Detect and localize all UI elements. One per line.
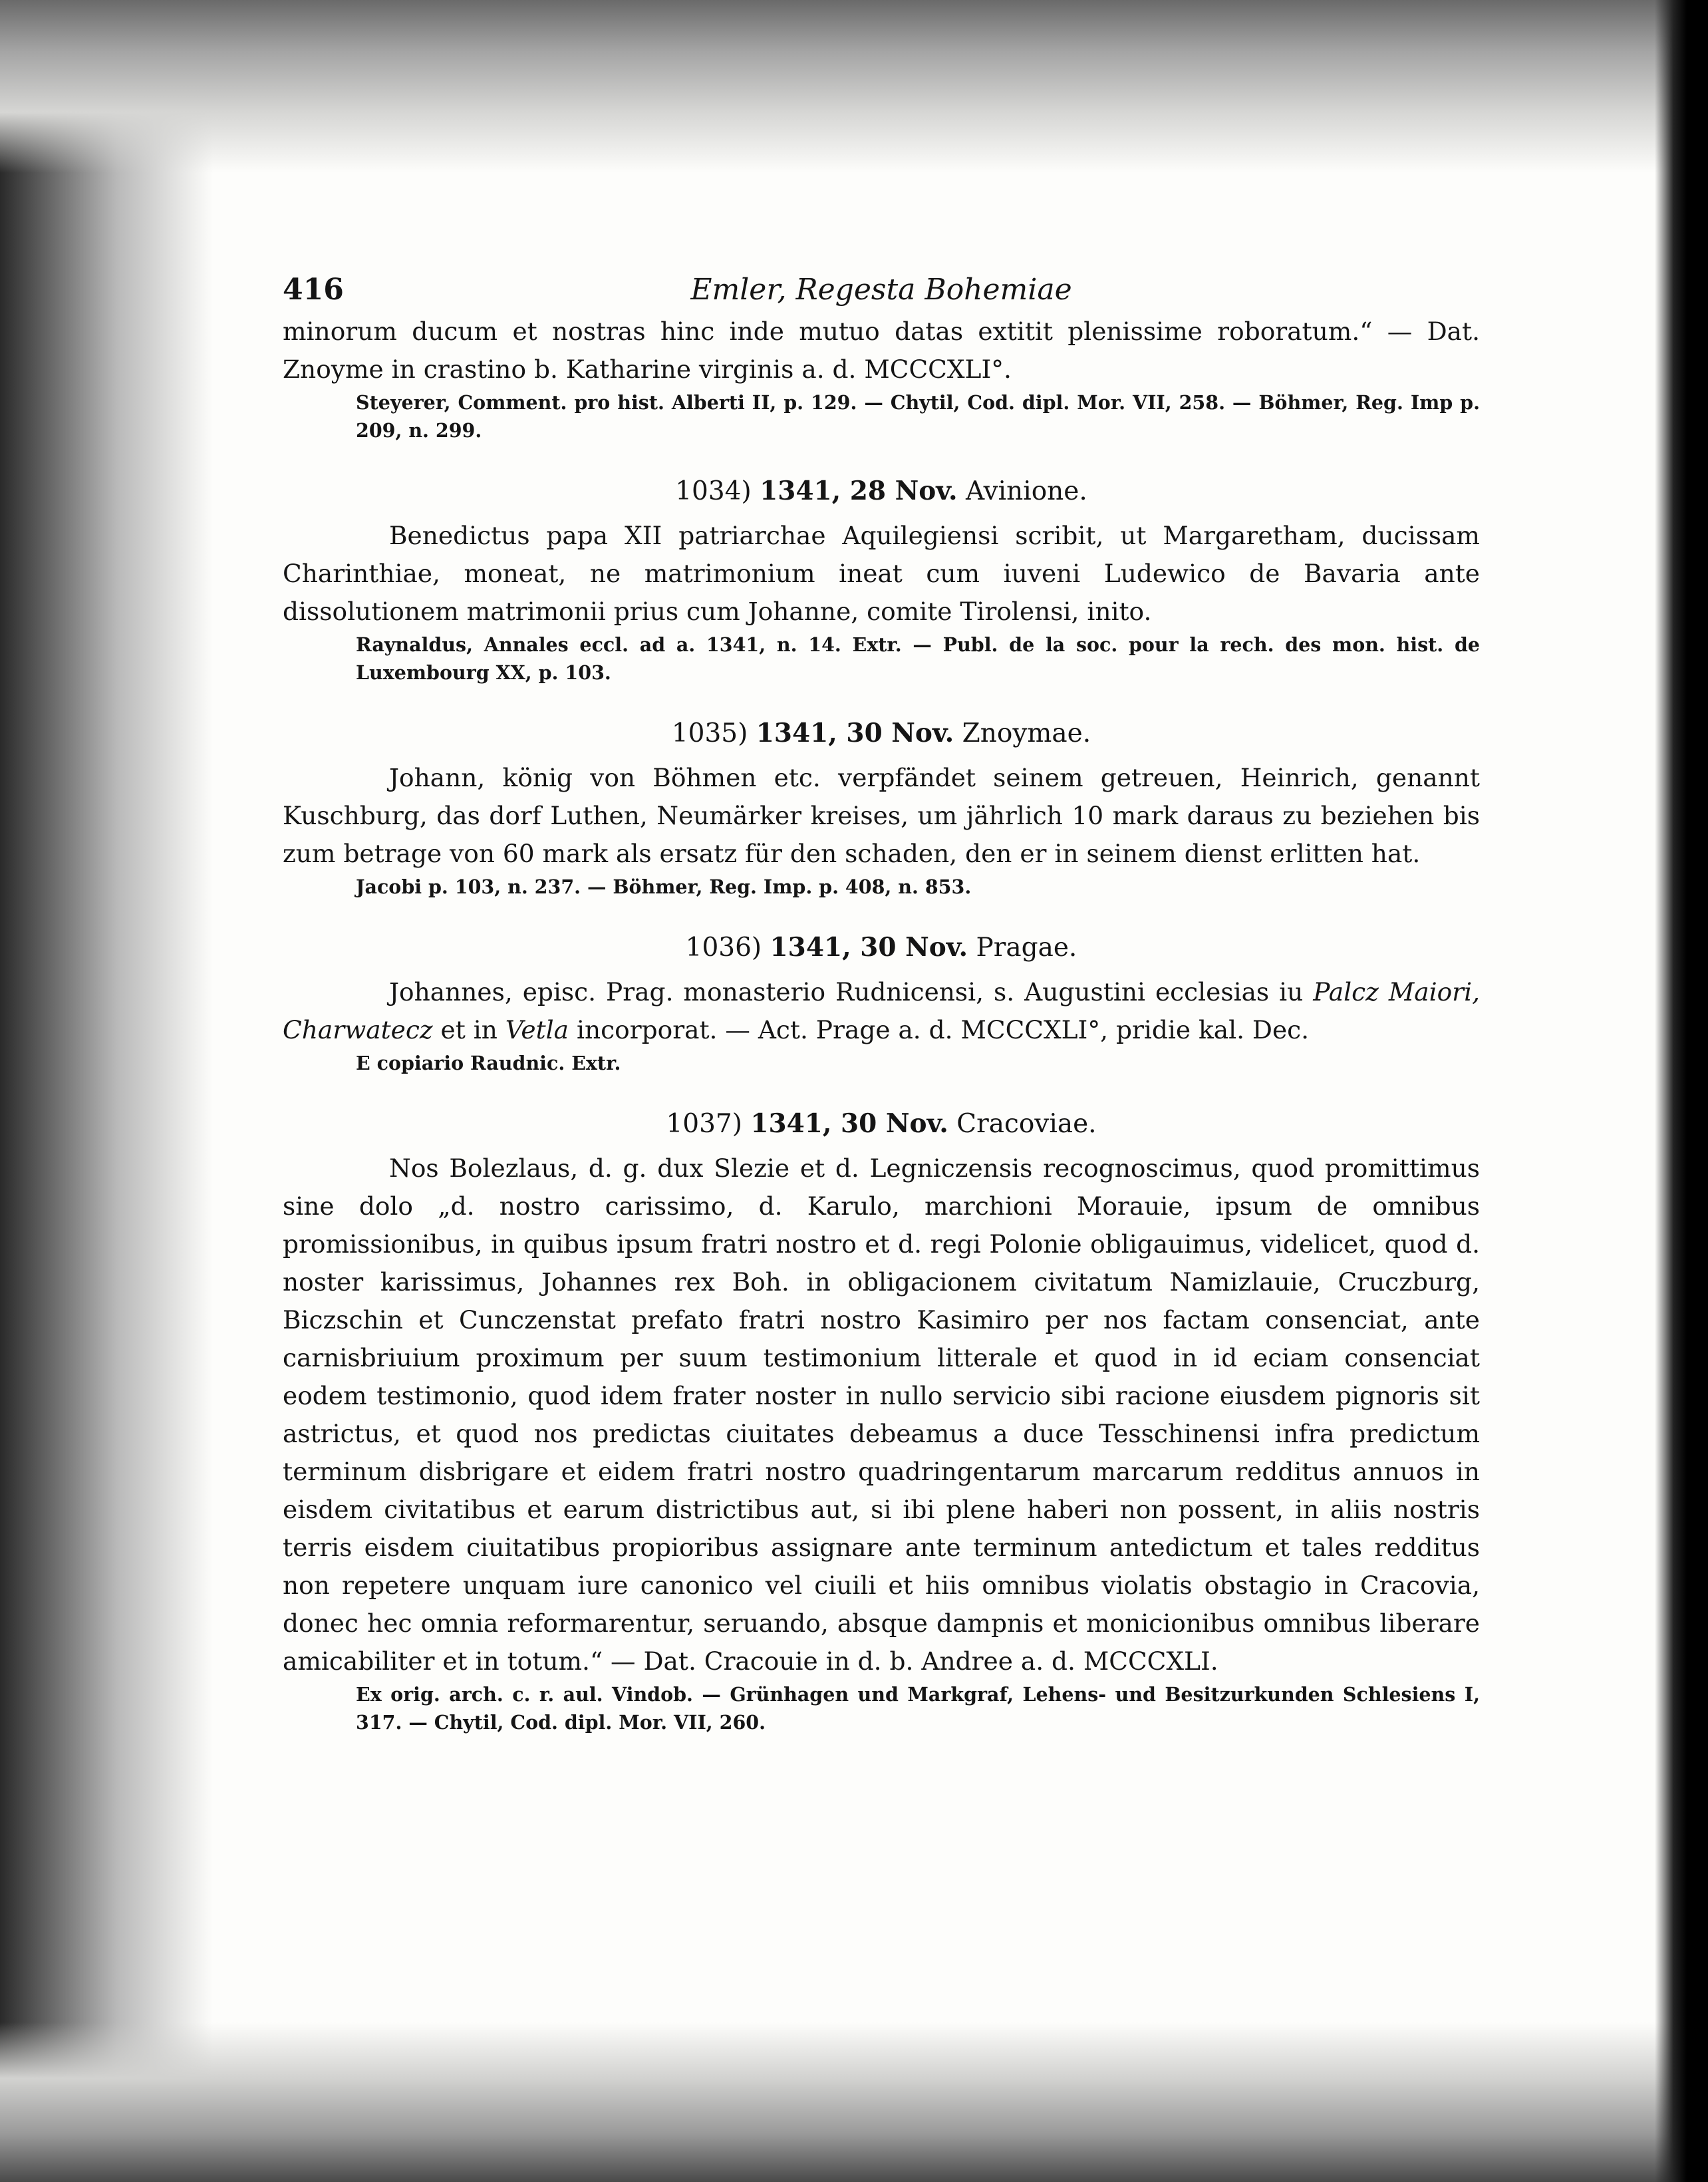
entry-date: 1341, 30 Nov. [756,718,954,748]
text-segment: et in [432,1015,505,1044]
entry-source: Ex orig. arch. c. r. aul. Vindob. — Grünhagen und Markgraf, Lehens- und Besitzurkunden Schlesiens I, 317. — Chytil, Cod. dipl. Mor. VII, 260. [356,1683,1480,1734]
document-page [283,266,1480,1736]
entry-1036 [283,929,1480,1077]
entry-source: Jacobi p. 103, n. 237. — Böhmer, Reg. Imp. p. 408, n. 853. [356,875,972,898]
entry-date: 1341, 28 Nov. [760,476,958,506]
scan-shadow-left [0,0,213,2182]
entry-heading [283,714,1480,752]
text-segment: incorporat. — Act. Prage a. d. MCCCXLI°, pridie kal. Dec. [569,1015,1310,1044]
entry-date: 1341, 30 Nov. [770,932,968,963]
entry-number: 1037) [666,1109,742,1139]
entry-text: Nos Bolezlaus, d. g. dux Slezie et d. Legniczensis recognoscimus, quod promittimus sine dolo „d. nostro carissimo, d. Karulo, marchioni Morauie, ipsum de omnibus promissionibus, in quibus ipsum fratri nostro et d. regi Polonie obligauimus, videlicet, quod d. noster karissimus, Johannes rex Boh. in obligacionem civitatum Namizlauie, Cruczburg, Biczschin et Cunczenstat prefato fratri nostro Kasimiro per nos factam consenciat, ante carnisbriuium proximum per suum testimonium litterale et quod in id eciam consenciat eodem testimonio, quod idem frater noster in nullo servicio sibi racione eiusdem pignoris sit astrictus, et quod nos predictas ciuitates debeamus a duce Tesschinensi infra predictum terminum disbrigare et eidem fratri nostro quadringentarum marcarum redditus annuos in eisdem civitatibus et earum districtibus aut, si ibi plene haberi non possent, in aliis nostris terris eisdem ciuitatibus propioribus assignare ante terminum antedictum et tales redditus non repetere unquam iure canonico vel ciuili et hiis omnibus violatis obstagio in Cracovia, donec hec omnia reformarentur, seruando, absque dampnis et monicionibus omnibus liberare amicabiliter et in totum.“ — Dat. Cracouie in d. b. Andree a. d. MCCCXLI. [283,1154,1480,1676]
entry-source: Raynaldus, Annales eccl. ad a. 1341, n. 14. Extr. — Publ. de la soc. pour la rech. des mon. hist. de Luxembourg XX, p. 103. [356,633,1480,684]
entry-place: Avinione. [966,476,1087,506]
entry-heading [283,472,1480,510]
entry-1037 [283,1105,1480,1736]
scan-shadow-top [0,0,1708,173]
entry-number: 1035) [671,718,748,748]
entry-text: Johann, könig von Böhmen etc. verpfändet seinem getreuen, Heinrich, genannt Kuschburg, das dorf Luthen, Neumärker kreises, um jährlich 10 mark daraus zu beziehen bis zum betrage von 60 mark als ersatz für den schaden, den er in seinem dienst erlitten hat. [283,763,1480,868]
entry-text [283,973,1480,1049]
place-name-italic: Palcz Maiori, Charwatecz [283,977,1480,1044]
entry-date: 1341, 30 Nov. [750,1108,948,1139]
continuation-text: minorum ducum et nostras hinc inde mutuo datas extitit plenissime roboratum.“ — Dat. Znoyme in crastino b. Katharine virginis a. d. MCCCXLI°. [283,317,1480,384]
place-name-italic: Vetla [505,1015,569,1044]
entry-source: E copiario Raudnic. Extr. [356,1052,621,1074]
entry-number: 1036) [685,933,762,963]
scan-edge-right [1655,0,1708,2182]
text-segment: Johannes, episc. Prag. monasterio Rudnicensi, s. Augustini ecclesias iu [389,977,1314,1007]
entry-place: Znoymae. [962,718,1091,748]
entry-heading [283,929,1480,967]
entry-place: Cracoviae. [956,1109,1097,1139]
entry-heading [283,1105,1480,1143]
entry-1034 [283,472,1480,687]
running-title: Emler, Regesta Bohemiae [690,273,1072,307]
entry-place: Pragae. [976,933,1077,963]
page-header [283,266,1480,313]
entry-number: 1034) [675,476,752,506]
entry-text: Benedictus papa XII patriarchae Aquilegiensi scribit, ut Margaretham, ducissam Charinthiae, moneat, ne matrimonium ineat cum iuveni Ludewico de Bavaria ante dissolutionem matrimonii prius cum Johanne, comite Tirolensi, inito. [283,521,1480,626]
page-number: 416 [283,273,344,307]
entry-1035 [283,714,1480,901]
continuation-source: Steyerer, Comment. pro hist. Alberti II, p. 129. — Chytil, Cod. dipl. Mor. VII, 258. — Böhmer, Reg. Imp p. 209, n. 299. [356,391,1480,442]
scan-shadow-bottom [0,2022,1708,2182]
